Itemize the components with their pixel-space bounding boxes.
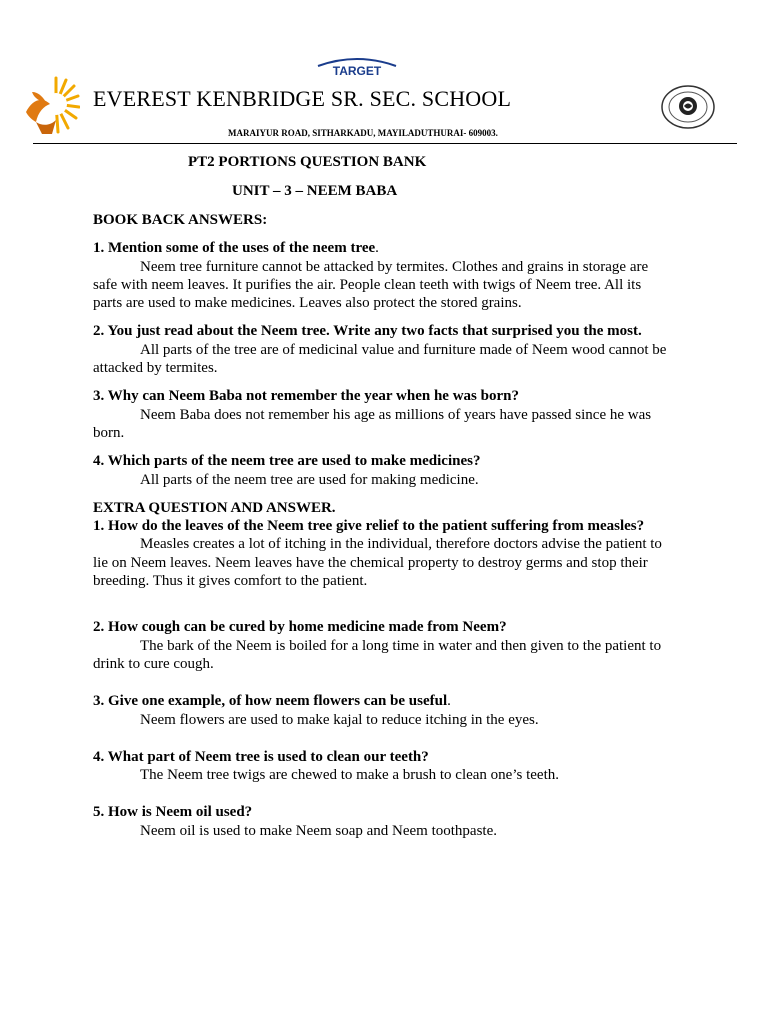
answer: All parts of the neem tree are used for making medicine. <box>140 471 479 488</box>
answer: Measles creates a lot of itching in the individual, therefore doctors advise the patient to lie on Neem leaves. Neem leaves have the chemical property to destroy germs and stop their breeding. Thus it gives comfort to the patient. <box>93 536 662 590</box>
qa-item <box>93 517 673 590</box>
answer: All parts of the tree are of medicinal value and furniture made of Neem wood cannot be attacked by termites. <box>93 341 667 377</box>
question: 1. Mention some of the uses of the neem tree. <box>93 240 379 257</box>
qa-item <box>93 452 673 489</box>
answer: The Neem tree twigs are chewed to make a brush to clean one’s teeth. <box>140 767 559 784</box>
question: 3. Give one example, of how neem flowers can be useful. <box>93 693 451 710</box>
unit-title: UNIT – 3 – NEEM BABA <box>232 183 398 199</box>
target-logo-icon <box>312 56 402 78</box>
qa-item <box>93 748 673 785</box>
book-back-heading: BOOK BACK ANSWERS: <box>93 212 268 228</box>
question: 2. You just read about the Neem tree. Write any two facts that surprised you the most. <box>93 323 642 340</box>
school-address: MARAIYUR ROAD, SITHARKADU, MAYILADUTHURAI- 609003. <box>228 128 498 138</box>
school-seal-icon <box>660 84 716 130</box>
qa-item <box>93 387 673 442</box>
answer: Neem Baba does not remember his age as millions of years have passed since he was born. <box>93 406 652 441</box>
qa-item <box>93 803 673 840</box>
qa-item <box>93 618 673 673</box>
target-logo-text: TARGET <box>332 64 382 78</box>
document-title: PT2 PORTIONS QUESTION BANK <box>188 154 427 170</box>
answer: Neem flowers are used to make kajal to reduce itching in the eyes. <box>140 711 539 728</box>
answer: Neem tree furniture cannot be attacked by termites. Clothes and grains in storage are safe with neem leaves. It purifies the air. People clean teeth with twigs of Neem tree. All its parts are used to make medicines. Leaves also protect the stored grains. <box>93 258 649 312</box>
extra-heading: EXTRA QUESTION AND ANSWER. <box>93 499 336 516</box>
document-body <box>93 211 673 840</box>
header-divider <box>33 143 737 144</box>
qa-item <box>93 692 673 729</box>
question: 2. How cough can be cured by home medicine made from Neem? <box>93 619 507 636</box>
answer: Neem oil is used to make Neem soap and Neem toothpaste. <box>140 822 497 839</box>
school-logo-icon <box>22 74 80 136</box>
question: 3. Why can Neem Baba not remember the year when he was born? <box>93 388 519 405</box>
qa-item <box>93 239 673 312</box>
school-name: EVEREST KENBRIDGE SR. SEC. SCHOOL <box>93 86 512 111</box>
question: 5. How is Neem oil used? <box>93 804 253 821</box>
answer: The bark of the Neem is boiled for a long time in water and then given to the patient to drink to cure cough. <box>93 637 662 672</box>
question: 4. Which parts of the neem tree are used to make medicines? <box>93 453 481 470</box>
question: 1. How do the leaves of the Neem tree give relief to the patient suffering from measles? <box>93 518 645 535</box>
qa-item <box>93 322 673 377</box>
question: 4. What part of Neem tree is used to clean our teeth? <box>93 748 429 765</box>
